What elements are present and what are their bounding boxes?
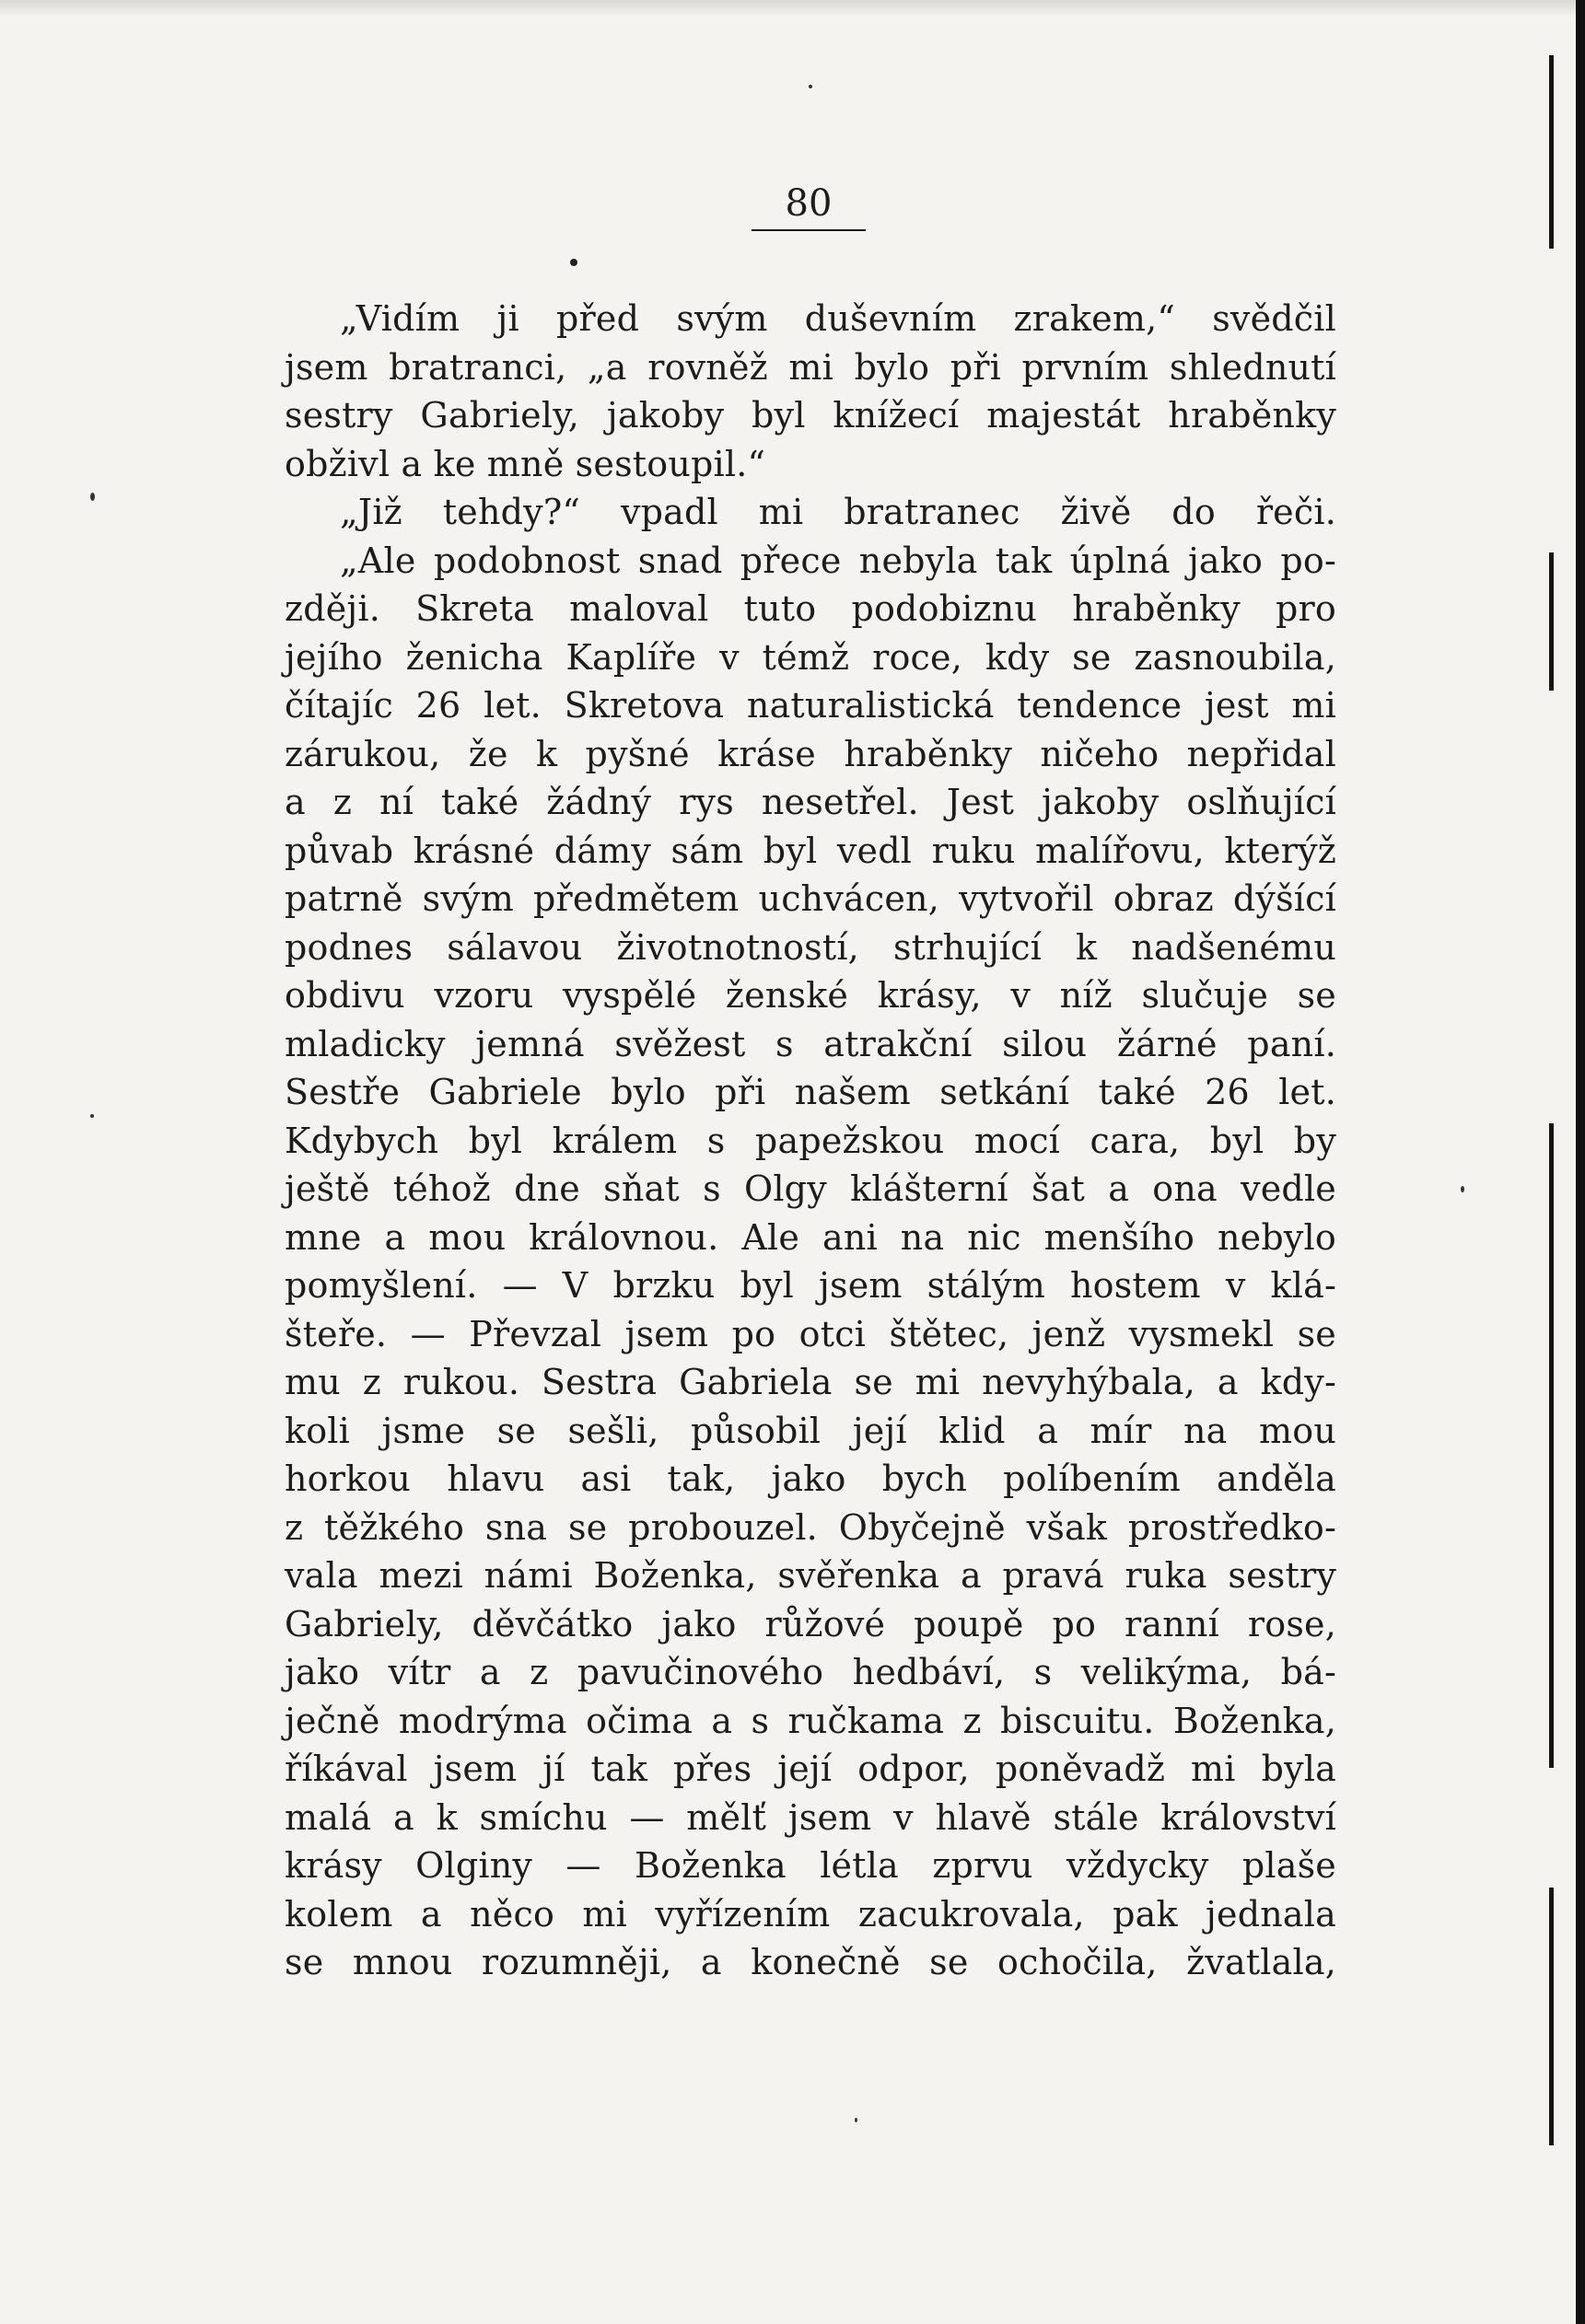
printed-dot bbox=[570, 259, 577, 266]
text-line: ještě téhož dne sňat s Olgy klášterní šat a ona vedle bbox=[285, 1168, 1336, 1209]
text-line: jejího ženicha Kaplíře v témž roce, kdy se zasnoubila, bbox=[285, 636, 1336, 678]
text-line: Sestře Gabriele bylo při našem setkání také 26 let. bbox=[285, 1072, 1336, 1112]
text-line: koli jsme se sešli, působil její klid a mír na mou bbox=[285, 1410, 1336, 1451]
text-line: sestry Gabriely, jakoby byl knížecí majestát hraběnky bbox=[285, 395, 1336, 436]
text-line: se mnou rozumněji, a konečně se ochočila, žvatlala, bbox=[285, 1942, 1336, 1982]
text-line: ječně modrýma očima a s ručkama z biscuitu. Boženka, bbox=[285, 1700, 1336, 1741]
scan-speck bbox=[1461, 1186, 1464, 1192]
text-line: „Ale podobnost snad přece nebyla tak úplná jako po- bbox=[340, 540, 1336, 581]
scan-speck bbox=[90, 493, 95, 501]
text-line: zárukou, že k pyšné kráse hraběnky ničeho nepřidal bbox=[285, 733, 1336, 774]
text-line: jako vítr a z pavučinového hedbáví, s velikýma, bá- bbox=[285, 1652, 1336, 1692]
text-line: říkával jsem jí tak přes její odpor, poněvadž mi byla bbox=[285, 1749, 1336, 1789]
text-line: obdivu vzoru vyspělé ženské krásy, v níž slučuje se bbox=[285, 975, 1336, 1016]
text-line: mne a mou královnou. Ale ani na nic menšího nebylo bbox=[285, 1216, 1336, 1258]
text-line: podnes sálavou životnotností, strhující k nadšenému bbox=[285, 926, 1336, 968]
text-line: zději. Skreta maloval tuto podobiznu hraběnky pro bbox=[285, 588, 1336, 629]
page-text bbox=[285, 295, 1336, 1987]
page-number-rule bbox=[752, 229, 866, 231]
scan-speck bbox=[809, 85, 812, 88]
text-line: mu z rukou. Sestra Gabriela se mi nevyhýbala, a kdy- bbox=[285, 1362, 1336, 1402]
text-line: pomyšlení. — V brzku byl jsem stálým hostem v klá- bbox=[285, 1265, 1336, 1306]
text-line: Gabriely, děvčátko jako růžové poupě po ranní rose, bbox=[285, 1603, 1336, 1644]
scan-edge-right bbox=[1576, 0, 1585, 2324]
text-line: obživl a ke mně sestoupil.“ bbox=[285, 443, 766, 484]
binding-rule bbox=[1549, 37, 1555, 2283]
text-line: mladicky jemná svěžest s atrakční silou žárné paní. bbox=[285, 1023, 1336, 1064]
text-line: malá a k smíchu — mělť jsem v hlavě stále království bbox=[285, 1796, 1336, 1838]
text-line: čítajíc 26 let. Skretova naturalistická tendence jest mi bbox=[285, 685, 1336, 726]
text-line: krásy Olginy — Boženka létla zprvu vždycky plaše bbox=[285, 1845, 1336, 1886]
text-line: horkou hlavu asi tak, jako bych políbením anděla bbox=[285, 1458, 1336, 1499]
text-line: jsem bratranci, „a rovněž mi bylo při prvním shlednutí bbox=[285, 346, 1336, 388]
scan-edge-top bbox=[0, 0, 1585, 17]
text-line: patrně svým předmětem uchvácen, vytvořil obraz dýšící bbox=[285, 878, 1336, 919]
text-line: kolem a něco mi vyřízením zacukrovala, pak jednala bbox=[285, 1893, 1336, 1935]
text-line: a z ní také žádný rys nesetřel. Jest jakoby oslňující bbox=[285, 782, 1336, 822]
text-line: Kdybych byl králem s papežskou mocí cara, byl by bbox=[285, 1120, 1336, 1161]
text-line: vala mezi námi Boženka, svěřenka a pravá ruka sestry bbox=[285, 1555, 1336, 1596]
text-line: „Vidím ji před svým duševním zrakem,“ svědčil bbox=[340, 298, 1336, 339]
text-line: z těžkého sna se probouzel. Obyčejně však prostředko- bbox=[285, 1506, 1336, 1548]
text-line: půvab krásné dámy sám byl vedl ruku malířovu, kterýž bbox=[285, 830, 1336, 871]
text-line: šteře. — Převzal jsem po otci štětec, jenž vysmekl se bbox=[285, 1313, 1336, 1354]
text-line: „Již tehdy?“ vpadl mi bratranec živě do řeči. bbox=[340, 492, 1336, 532]
page-number: 80 bbox=[785, 182, 833, 225]
scan-speck bbox=[90, 1114, 94, 1118]
scan-speck bbox=[855, 2118, 857, 2122]
